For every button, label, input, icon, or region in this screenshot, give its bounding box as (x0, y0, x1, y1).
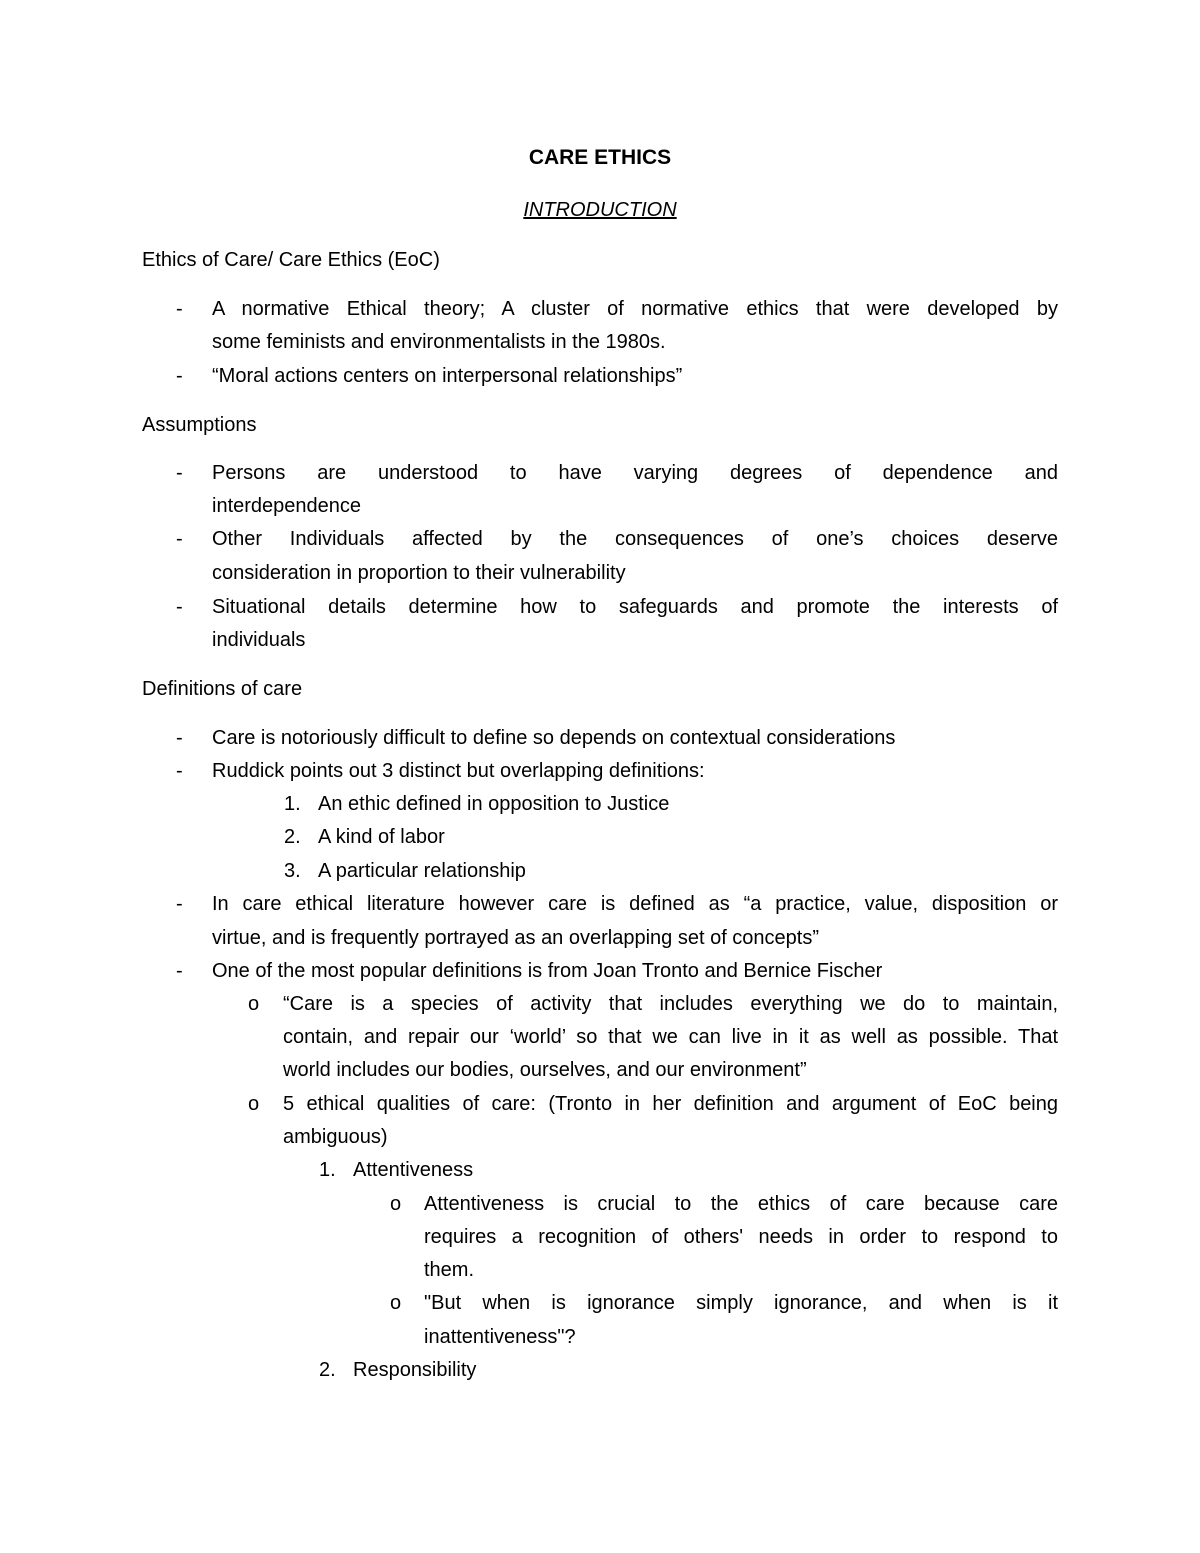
quality-item-attentiveness: Attentiveness (353, 1159, 474, 1181)
bullet-text: In care ethical literature however care is defined as “a practice, value, disposition or (212, 893, 1058, 915)
sub-bullet-text-continued: them. (424, 1259, 475, 1281)
bullet-text: Other Individuals affected by the consequences of one’s choices deserve (212, 528, 1058, 550)
bullet-dash: - (176, 596, 183, 618)
list-number: 1. (284, 793, 301, 815)
bullet-dash: - (176, 960, 183, 982)
sub-bullet-circle: o (248, 1093, 260, 1115)
sub-bullet-text: "But when is ignorance simply ignorance, and when is it (424, 1292, 1058, 1314)
section-heading-definitions-of-care: Definitions of care (142, 678, 303, 700)
list-number: 3. (284, 860, 301, 882)
sub-bullet-text: “Care is a species of activity that includes everything we do to maintain, (283, 993, 1058, 1015)
bullet-text-continued: some feminists and environmentalists in the 1980s. (212, 331, 666, 353)
bullet-text: A normative Ethical theory; A cluster of normative ethics that were developed by (212, 298, 1058, 320)
bullet-dash: - (176, 365, 183, 387)
sub-bullet-text-continued: ambiguous) (283, 1126, 388, 1148)
bullet-dash: - (176, 528, 183, 550)
bullet-dash: - (176, 298, 183, 320)
bullet-text: “Moral actions centers on interpersonal relationships” (212, 365, 683, 387)
bullet-text: Persons are understood to have varying degrees of dependence and (212, 462, 1058, 484)
bullet-text: One of the most popular definitions is from Joan Tronto and Bernice Fischer (212, 960, 883, 982)
sub-bullet-text-continued: contain, and repair our ‘world’ so that we can live in it as well as possible. That (283, 1026, 1058, 1048)
numbered-item: A particular relationship (318, 860, 526, 882)
sub-bullet-circle: o (390, 1292, 402, 1314)
sub-bullet-text-continued: requires a recognition of others' needs in order to respond to (424, 1226, 1058, 1248)
numbered-item: A kind of labor (318, 826, 445, 848)
document-subtitle: INTRODUCTION (523, 199, 677, 221)
document-title: CARE ETHICS (528, 146, 672, 169)
bullet-dash: - (176, 760, 183, 782)
bullet-text-continued: individuals (212, 629, 306, 651)
bullet-text-continued: virtue, and is frequently portrayed as an overlapping set of concepts” (212, 927, 820, 949)
bullet-dash: - (176, 462, 183, 484)
quality-item-responsibility: Responsibility (353, 1359, 477, 1381)
bullet-dash: - (176, 893, 183, 915)
bullet-text-continued: consideration in proportion to their vulnerability (212, 562, 626, 584)
list-number: 2. (284, 826, 301, 848)
sub-bullet-circle: o (390, 1193, 402, 1215)
bullet-text: Ruddick points out 3 distinct but overlapping definitions: (212, 760, 705, 782)
list-number: 2. (319, 1359, 336, 1381)
section-heading-assumptions: Assumptions (142, 414, 257, 436)
sub-bullet-text: Attentiveness is crucial to the ethics of care because care (424, 1193, 1058, 1215)
sub-bullet-circle: o (248, 993, 260, 1015)
bullet-dash: - (176, 727, 183, 749)
sub-bullet-text-continued: inattentiveness"? (424, 1326, 576, 1348)
numbered-item: An ethic defined in opposition to Justice (318, 793, 670, 815)
bullet-text: Situational details determine how to safeguards and promote the interests of (212, 596, 1058, 618)
list-number: 1. (319, 1159, 336, 1181)
section-heading-ethics-of-care: Ethics of Care/ Care Ethics (EoC) (142, 249, 440, 271)
sub-bullet-text-continued: world includes our bodies, ourselves, and our environment” (283, 1059, 807, 1081)
bullet-text-continued: interdependence (212, 495, 362, 517)
sub-bullet-text: 5 ethical qualities of care: (Tronto in her definition and argument of EoC being (283, 1093, 1058, 1115)
bullet-text: Care is notoriously difficult to define so depends on contextual considerations (212, 727, 896, 749)
